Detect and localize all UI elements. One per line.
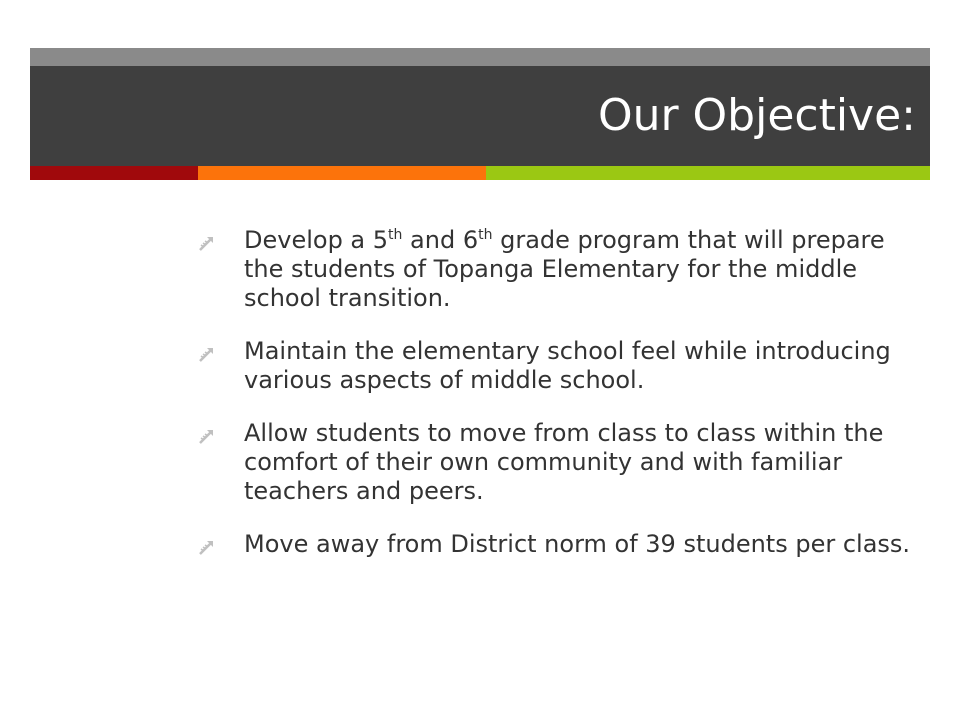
bullet-text: Allow students to move from class to class within the comfort of their own community and with familiar teachers and peers. — [244, 419, 884, 505]
bullet-list — [196, 226, 926, 583]
bullet-item — [196, 419, 926, 506]
bullet-text: Maintain the elementary school feel while introducing various aspects of middle school. — [244, 337, 891, 394]
bullet-item — [196, 337, 926, 395]
feather-arrow-icon — [198, 345, 216, 363]
bullet-item — [196, 226, 926, 313]
feather-arrow-icon — [198, 234, 216, 252]
accent-stripe-orange — [198, 166, 486, 180]
slide-title: Our Objective: — [597, 90, 916, 141]
bullet-item — [196, 530, 926, 559]
accent-stripe-green — [486, 166, 930, 180]
bullet-text-part: Develop a 5 — [244, 226, 389, 254]
feather-arrow-icon — [198, 538, 216, 556]
ordinal-suffix: th — [478, 226, 493, 243]
bullet-text-part: and 6 — [402, 226, 479, 254]
feather-arrow-icon — [198, 427, 216, 445]
bullet-text-part: grade program that will prepare the students of Topanga Elementary for the middle school transition. — [244, 226, 885, 312]
ordinal-suffix: th — [388, 226, 403, 243]
accent-stripe-red — [30, 166, 198, 180]
header-top-strip — [30, 48, 930, 66]
title-bar — [30, 66, 930, 166]
bullet-text: Move away from District norm of 39 students per class. — [244, 530, 911, 558]
